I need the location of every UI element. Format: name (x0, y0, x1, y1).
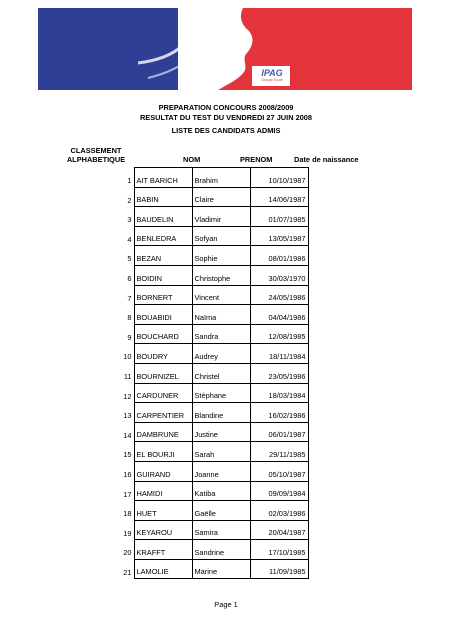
cell-rank: 12 (60, 383, 134, 403)
cell-nom: BORNERT (134, 285, 192, 305)
cell-nom: BABIN (134, 187, 192, 207)
cell-rank: 1 (60, 168, 134, 188)
cell-prenom: Samira (192, 520, 250, 540)
cell-nom: BAUDELIN (134, 207, 192, 227)
cell-rank: 15 (60, 442, 134, 462)
cell-date-naissance: 08/01/1986 (250, 246, 308, 266)
cell-date-naissance: 05/10/1987 (250, 461, 308, 481)
title-line-1: PREPARATION CONCOURS 2008/2009 (158, 103, 294, 112)
cell-nom: GUIRAND (134, 461, 192, 481)
column-header-rank (60, 146, 132, 164)
cell-date-naissance: 17/10/1985 (250, 540, 308, 560)
cell-prenom: Audrey (192, 344, 250, 364)
cell-prenom: Gaëlle (192, 501, 250, 521)
cell-prenom: Justine (192, 422, 250, 442)
ipag-logo-text: IPAG (261, 68, 283, 78)
table-row (60, 187, 308, 207)
table-row (60, 246, 308, 266)
cell-date-naissance: 18/11/1984 (250, 344, 308, 364)
table-row (60, 226, 308, 246)
cell-prenom: Christel (192, 363, 250, 383)
cell-nom: KRAFFT (134, 540, 192, 560)
cell-date-naissance: 29/11/1985 (250, 442, 308, 462)
cell-nom: AIT BARICH (134, 168, 192, 188)
cell-prenom: Blandine (192, 403, 250, 423)
cell-date-naissance: 18/03/1984 (250, 383, 308, 403)
cell-nom: HUET (134, 501, 192, 521)
cell-date-naissance: 10/10/1987 (250, 168, 308, 188)
table-row (60, 422, 308, 442)
cell-rank: 2 (60, 187, 134, 207)
cell-rank: 20 (60, 540, 134, 560)
table-row (60, 344, 308, 364)
table-row (60, 168, 308, 188)
cell-date-naissance: 01/07/1985 (250, 207, 308, 227)
cell-rank: 16 (60, 461, 134, 481)
column-header-nom: NOM (183, 155, 201, 164)
cell-prenom: Sandra (192, 324, 250, 344)
cell-date-naissance: 24/05/1986 (250, 285, 308, 305)
cell-rank: 11 (60, 363, 134, 383)
table-row (60, 540, 308, 560)
cell-prenom: Brahim (192, 168, 250, 188)
cell-prenom: Sandrine (192, 540, 250, 560)
candidates-table-body (60, 168, 308, 579)
cell-rank: 7 (60, 285, 134, 305)
table-row (60, 481, 308, 501)
cell-rank: 3 (60, 207, 134, 227)
cell-nom: BOIDIN (134, 265, 192, 285)
table-row (60, 207, 308, 227)
page-number: Page 1 (214, 600, 238, 609)
table-row (60, 461, 308, 481)
table-row (60, 305, 308, 325)
cell-nom: HAMIDI (134, 481, 192, 501)
cell-nom: CARDUNER (134, 383, 192, 403)
cell-nom: BOURNIZEL (134, 363, 192, 383)
cell-rank: 10 (60, 344, 134, 364)
cell-prenom: Sarah (192, 442, 250, 462)
cell-prenom: Claire (192, 187, 250, 207)
cell-nom: KEYAROU (134, 520, 192, 540)
cell-prenom: Katiba (192, 481, 250, 501)
cell-prenom: Christophe (192, 265, 250, 285)
cell-prenom: Naïma (192, 305, 250, 325)
column-header-rank-line1: CLASSEMENT (70, 146, 122, 155)
cell-rank: 13 (60, 403, 134, 423)
cell-prenom: Sophie (192, 246, 250, 266)
cell-rank: 17 (60, 481, 134, 501)
table-row (60, 520, 308, 540)
table-row (60, 285, 308, 305)
cell-nom: CARPENTIER (134, 403, 192, 423)
table-row (60, 403, 308, 423)
document-title (0, 103, 452, 123)
table-row (60, 363, 308, 383)
cell-nom: DAMBRUNE (134, 422, 192, 442)
cell-date-naissance: 30/03/1970 (250, 265, 308, 285)
cell-date-naissance: 20/04/1987 (250, 520, 308, 540)
cell-nom: LAMOLIE (134, 559, 192, 579)
cell-rank: 18 (60, 501, 134, 521)
header-banner (38, 8, 412, 90)
cell-nom: BENLEDRA (134, 226, 192, 246)
cell-date-naissance: 04/04/1986 (250, 305, 308, 325)
cell-rank: 4 (60, 226, 134, 246)
cell-rank: 9 (60, 324, 134, 344)
cell-nom: BEZAN (134, 246, 192, 266)
cell-prenom: Sofyan (192, 226, 250, 246)
cell-prenom: Stéphane (192, 383, 250, 403)
cell-date-naissance: 23/05/1986 (250, 363, 308, 383)
cell-date-naissance: 09/09/1984 (250, 481, 308, 501)
cell-nom: EL BOURJI (134, 442, 192, 462)
cell-rank: 5 (60, 246, 134, 266)
document-subtitle: LISTE DES CANDIDATS ADMIS (171, 126, 281, 135)
table-row (60, 383, 308, 403)
table-row (60, 559, 308, 579)
column-header-prenom: PRENOM (240, 155, 273, 164)
cell-date-naissance: 16/02/1986 (250, 403, 308, 423)
table-row (60, 265, 308, 285)
table-row (60, 501, 308, 521)
column-header-rank-line2: ALPHABETIQUE (66, 155, 126, 164)
cell-prenom: Joanne (192, 461, 250, 481)
cell-date-naissance: 06/01/1987 (250, 422, 308, 442)
cell-prenom: Vincent (192, 285, 250, 305)
table-row (60, 324, 308, 344)
cell-rank: 14 (60, 422, 134, 442)
ipag-logo (256, 68, 288, 82)
candidates-table (60, 167, 309, 579)
column-header-date-naissance: Date de naissance (294, 155, 359, 164)
marianne-logo-graphic (38, 8, 412, 90)
table-row (60, 442, 308, 462)
ipag-logo-tagline: Groupe Ecole (261, 78, 283, 82)
cell-nom: BOUCHARD (134, 324, 192, 344)
cell-rank: 21 (60, 559, 134, 579)
cell-date-naissance: 11/09/1985 (250, 559, 308, 579)
cell-rank: 19 (60, 520, 134, 540)
cell-nom: BOUABIDI (134, 305, 192, 325)
cell-prenom: Marine (192, 559, 250, 579)
cell-date-naissance: 14/06/1987 (250, 187, 308, 207)
title-line-2: RESULTAT DU TEST DU VENDREDI 27 JUIN 2008 (139, 113, 313, 122)
cell-rank: 6 (60, 265, 134, 285)
cell-date-naissance: 12/08/1985 (250, 324, 308, 344)
cell-prenom: Vladimir (192, 207, 250, 227)
cell-date-naissance: 13/05/1987 (250, 226, 308, 246)
cell-rank: 8 (60, 305, 134, 325)
cell-date-naissance: 02/03/1986 (250, 501, 308, 521)
cell-nom: BOUDRY (134, 344, 192, 364)
